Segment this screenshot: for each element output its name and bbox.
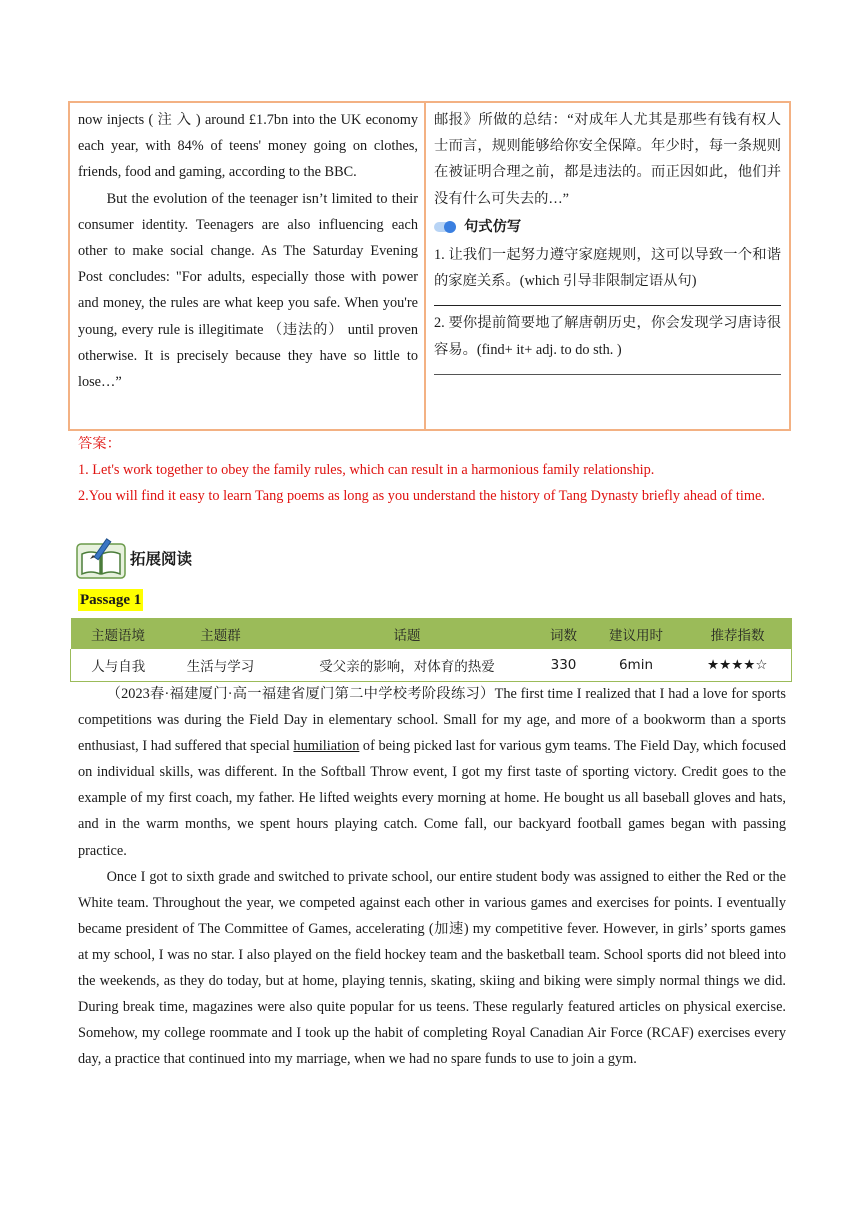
section-heading-label: 句式仿写 (464, 218, 522, 235)
header-rating: 推荐指数 (684, 618, 792, 649)
answer-line-1[interactable] (434, 294, 781, 306)
cell-theme-context: 人与自我 (71, 649, 166, 681)
answer-2: 2.You will find it easy to learn Tang poems as long as you understand the history of Tang Dynasty briefly ahead of time. (78, 488, 765, 504)
cell-theme-group: 生活与学习 (166, 649, 276, 681)
header-word-count: 词数 (539, 618, 589, 649)
exercise-1: 1. 让我们一起努力遵守家庭规则，这可以导致一个和谐的家庭关系。(which 引导非限制定语从句) (434, 247, 781, 290)
cell-suggested-time: 6min (589, 649, 684, 681)
passage-info-table (70, 618, 792, 682)
answers-block (78, 431, 786, 509)
passage-body (78, 681, 786, 1072)
cell-rating: ★★★★☆ (684, 649, 792, 681)
answers-label: 答案： (78, 436, 121, 452)
cell-topic: 受父亲的影响，对体育的热爱 (276, 649, 539, 681)
english-text-cell (70, 103, 426, 429)
header-theme-context: 主题语境 (71, 618, 166, 649)
passage-source: （2023春·福建厦门·高一福建省厦门第二中学校考阶段练习） (106, 686, 495, 702)
header-theme-group: 主题群 (166, 618, 276, 649)
chinese-translation: 邮报》所做的总结：“对成年人尤其是那些有钱有权人士而言，规则能够给你安全保障。年少时，每一条规则在被证明合理之前，都是违法的。而正因如此，他们并没有什么可失去的…” (434, 112, 781, 207)
info-table-row (71, 649, 792, 681)
extension-title: 拓展阅读 (130, 550, 193, 568)
header-suggested-time: 建议用时 (589, 618, 684, 649)
passage-paragraph-2: Once I got to sixth grade and switched to private school, our entire student body was assigned to either the Red or the White team. Throughout the year, we competed against each other in various games and exercises for points. I eventually became president of The Committee of Games, accelerating (加速) my competitive fever. However, in girls’ sports games at my school, I was no star. I also played on the field hockey team and the basketball team. School sports did not bleed into the weekends, as they do today, but at home, playing tennis, skating, skiing and biking were simply normal things we did. During break time, magazines were also quite popular for us teens. These regularly featured articles on physical exercise. Somehow, my college roommate and I took up the habit of completing Royal Canadian Air Force (RCAF) exercises every day, a practice that continued into my marriage, when we had no spare funds to use to join a gym. (78, 868, 786, 1068)
english-paragraph-1: now injects ( 注 入 ) around £1.7bn into the UK economy each year, with 84% of teens' money going on clothes, friends, food and gaming, according to the BBC. (78, 112, 418, 181)
english-paragraph-2: But the evolution of the teenager isn’t limited to their consumer identity. Teenagers are also influencing each other to make social change. As The Saturday Evening Post concludes: "For adults, especially those with power and money, the rules are what keep you safe. When you're young, every rule is illegitimate （违法的） until proven otherwise. It is precisely because they have so little to lose…” (78, 190, 418, 391)
sentence-imitation-heading (434, 214, 781, 240)
chinese-text-cell (426, 103, 789, 429)
toggle-icon (434, 221, 456, 233)
answer-line-2[interactable] (434, 363, 781, 375)
cell-word-count: 330 (539, 649, 589, 681)
passage-paragraph-1: （2023春·福建厦门·高一福建省厦门第二中学校考阶段练习）The first time I realized that I had a love for sports competitions was during the Field Day in elementary school. Small for my age, and more of a bookworm than a sports enthusiast, I had suffered that special humiliation of being picked last for various gym teams. The Field Day, which focused on individual skills, was different. In the Softball Throw event, I got my first taste of sporting victory. Credit goes to the example of my first coach, my father. He lifted weights every morning at home. He bought us all baseball gloves and hats, and in the warm months, we spent hours playing catch. Come fall, our backyard football games began with passing practice. (78, 686, 787, 859)
header-topic: 话题 (276, 618, 539, 649)
underlined-word: humiliation (293, 738, 360, 755)
exercise-2: 2. 要你提前简要地了解唐朝历史，你会发现学习唐诗很容易。(find+ it+ adj. to do sth. ) (434, 315, 781, 358)
bilingual-table (68, 101, 791, 431)
info-table-header (71, 618, 792, 649)
passage-tag: Passage 1 (78, 589, 143, 611)
book-pencil-icon (76, 536, 126, 580)
extension-reading-header (76, 536, 192, 580)
answer-1: 1. Let's work together to obey the family rules, which can result in a harmonious family relationship. (78, 462, 655, 478)
